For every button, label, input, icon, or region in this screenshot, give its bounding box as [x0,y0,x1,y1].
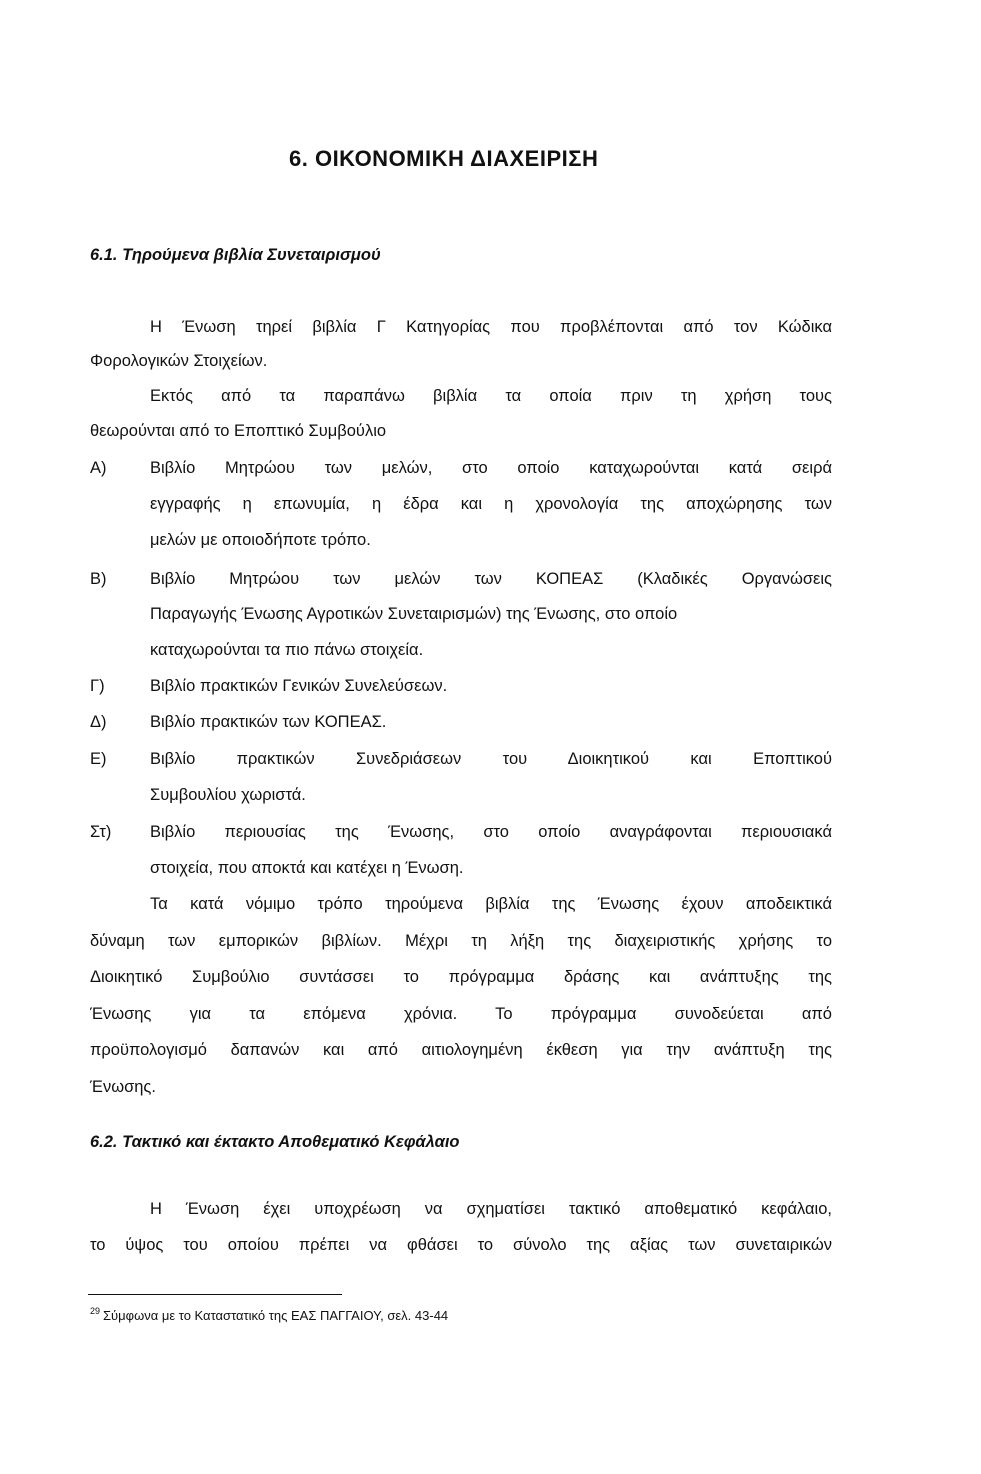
list-item-line: καταχωρούνται τα πιο πάνω στοιχεία. [150,641,424,659]
paragraph-line: Η Ένωση έχει υποχρέωση να σχηματίσει τακτικό αποθεματικό κεφάλαιο, [150,1200,832,1218]
paragraph-line: Τα κατά νόμιμο τρόπο τηρούμενα βιβλία της Ένωσης έχουν αποδεικτικά [150,895,832,913]
paragraph-line: Ένωσης. [90,1078,156,1096]
chapter-title: 6. ΟΙΚΟΝΟΜΙΚΗ ΔΙΑΧΕΙΡΙΣΗ [289,146,599,171]
footnote-text: Σύμφωνα με το Καταστατικό της ΕΑΣ ΠΑΓΓΑΙΟΥ, σελ. 43-44 [103,1308,449,1323]
list-item-line: Βιβλίο περιουσίας της Ένωσης, στο οποίο αναγράφονται περιουσιακά [150,823,832,841]
list-item-label: Γ) [90,677,105,695]
list-item-line: Συμβουλίου χωριστά. [150,786,306,804]
list-item-label: Α) [90,459,107,477]
footnote [90,1306,448,1323]
list-item-label: Δ) [90,713,107,731]
list-item-line: Βιβλίο Μητρώου των μελών, στο οποίο καταχωρούνται κατά σειρά [150,459,832,477]
list-item-line: Βιβλίο πρακτικών των ΚΟΠΕΑΣ. [150,713,387,731]
list-item-line: Παραγωγής Ένωσης Αγροτικών Συνεταιρισμών) της Ένωσης, στο οποίο [150,605,678,623]
footnote-number: 29 [90,1306,101,1316]
paragraph-line: Διοικητικό Συμβούλιο συντάσσει το πρόγραμμα δράσης και ανάπτυξης της [90,968,832,986]
list-item-label: Β) [90,570,107,588]
list-item-label: Στ) [90,823,112,841]
list-item-line: Βιβλίο πρακτικών Γενικών Συνελεύσεων. [150,677,448,695]
section-title-6-1: 6.1. Τηρούμενα βιβλία Συνεταιρισμού [90,246,381,264]
paragraph-line: Εκτός από τα παραπάνω βιβλία τα οποία πριν τη χρήση τους [150,387,832,405]
paragraph-line: Φορολογικών Στοιχείων. [90,352,268,370]
list-item-line: εγγραφής η επωνυμία, η έδρα και η χρονολογία της αποχώρησης των [150,495,832,513]
paragraph-line: θεωρούνται από το Εποπτικό Συμβούλιο [90,422,387,440]
list-item-line: μελών με οποιοδήποτε τρόπο. [150,531,371,549]
paragraph-line: Η Ένωση τηρεί βιβλία Γ Κατηγορίας που προβλέπονται από τον Κώδικα [150,318,832,336]
list-item-label: Ε) [90,750,107,768]
list-item-line: στοιχεία, που αποκτά και κατέχει η Ένωση. [150,859,464,877]
paragraph-line: Ένωσης για τα επόμενα χρόνια. Το πρόγραμμα συνοδεύεται από [90,1005,832,1023]
list-item-line: Βιβλίο πρακτικών Συνεδριάσεων του Διοικητικού και Εποπτικού [150,750,832,768]
list-item-line: Βιβλίο Μητρώου των μελών των ΚΟΠΕΑΣ (Κλαδικές Οργανώσεις [150,570,832,588]
section-title-6-2: 6.2. Τακτικό και έκτακτο Αποθεματικό Κεφάλαιο [90,1133,460,1151]
footnote-separator [88,1294,342,1295]
paragraph-line: προϋπολογισμό δαπανών και από αιτιολογημένη έκθεση για την ανάπτυξη της [90,1041,832,1059]
paragraph-line: δύναμη των εμπορικών βιβλίων. Μέχρι τη λήξη της διαχειριστικής χρήσης το [90,932,832,950]
paragraph-line: το ύψος του οποίου πρέπει να φθάσει το σύνολο της αξίας των συνεταιρικών [90,1236,832,1254]
